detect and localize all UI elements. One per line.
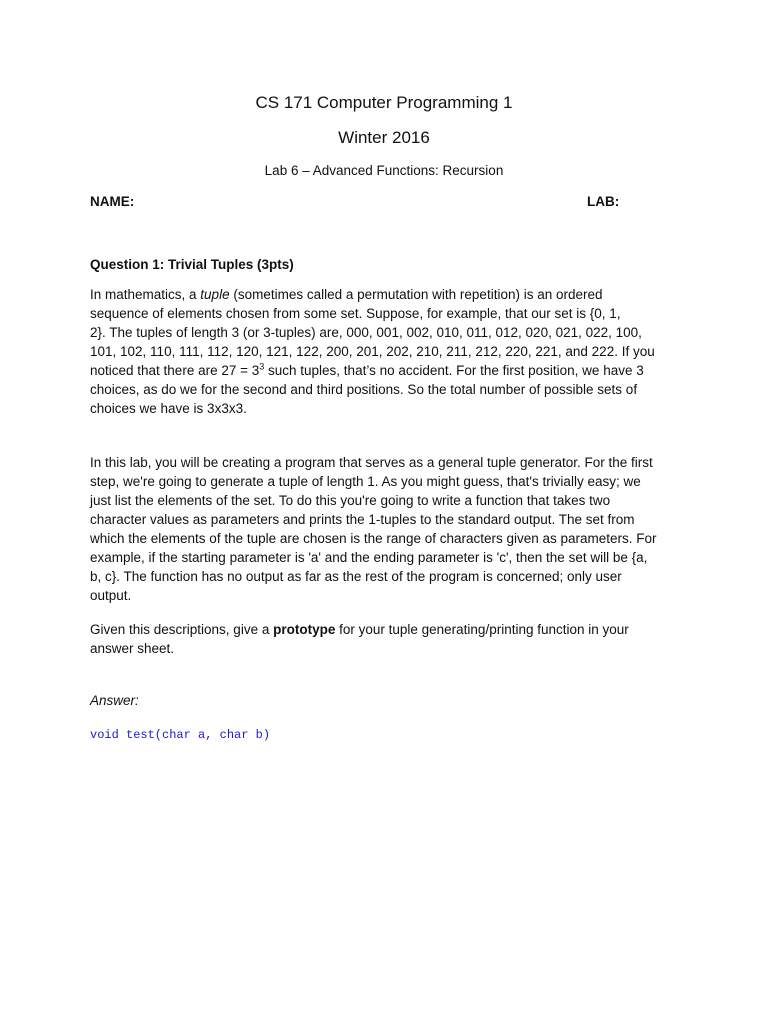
- name-label: NAME:: [90, 194, 135, 209]
- line-text: Given this descriptions, give a: [90, 622, 274, 637]
- paragraph-line: step, we're going to generate a tuple of length 1. As you might guess, that's trivially easy; we: [90, 474, 641, 489]
- paragraph-line: answer sheet.: [90, 641, 175, 656]
- answer-code: void test(char a, char b): [90, 728, 271, 742]
- paragraph-line: just list the elements of the set. To do this you're going to write a function that takes two: [90, 493, 611, 508]
- paragraph-line: b, c}. The function has no output as far as the rest of the program is concerned; only user: [90, 569, 622, 584]
- paragraph-line: which the elements of the tuple are chosen is the range of characters given as parameters. For: [90, 531, 657, 546]
- lab-description-paragraph: [90, 453, 680, 605]
- paragraph-line: example, if the starting parameter is 'a' and the ending parameter is 'c', then the set will be {a,: [90, 550, 648, 565]
- superscript: 3: [259, 361, 265, 372]
- line-text: (sometimes called a permutation with repetition) is an ordered: [229, 287, 603, 302]
- paragraph-line: [90, 285, 680, 304]
- paragraph-line: output.: [90, 588, 132, 603]
- line-text: for your tuple generating/printing function in your: [335, 622, 629, 637]
- paragraph-line: In this lab, you will be creating a program that serves as a general tuple generator. For the first: [90, 455, 653, 470]
- paragraph-line: [90, 361, 680, 380]
- emphasis-text: tuple: [200, 287, 230, 302]
- term-title: Winter 2016: [338, 128, 430, 147]
- paragraph-line: [90, 620, 680, 639]
- line-text: such tuples, that’s no accident. For the first position, we have 3: [264, 363, 644, 378]
- prompt-paragraph: [90, 620, 680, 658]
- lab-title: Lab 6 – Advanced Functions: Recursion: [264, 163, 504, 178]
- course-title: CS 171 Computer Programming 1: [255, 93, 513, 112]
- question-heading: Question 1: Trivial Tuples (3pts): [90, 257, 294, 272]
- paragraph-line: sequence of elements chosen from some set. Suppose, for example, that our set is {0, 1,: [90, 306, 621, 321]
- intro-paragraph: [90, 285, 680, 418]
- paragraph-line: character values as parameters and prints the 1-tuples to the standard output. The set from: [90, 512, 635, 527]
- paragraph-line: 2}. The tuples of length 3 (or 3-tuples) are, 000, 001, 002, 010, 011, 012, 020, 021, 022, 100,: [90, 325, 642, 340]
- paragraph-line: choices, as do we for the second and third positions. So the total number of possible sets of: [90, 382, 638, 397]
- paragraph-line: 101, 102, 110, 111, 112, 120, 121, 122, 200, 201, 202, 210, 211, 212, 220, 221, and 222. If you: [90, 344, 655, 359]
- lab-label: LAB:: [587, 194, 620, 209]
- line-text: noticed that there are 27 = 3: [90, 363, 260, 378]
- answer-label: Answer:: [90, 693, 139, 708]
- line-text: In mathematics, a: [90, 287, 201, 302]
- paragraph-line: choices we have is 3x3x3.: [90, 401, 247, 416]
- bold-text: prototype: [273, 622, 336, 637]
